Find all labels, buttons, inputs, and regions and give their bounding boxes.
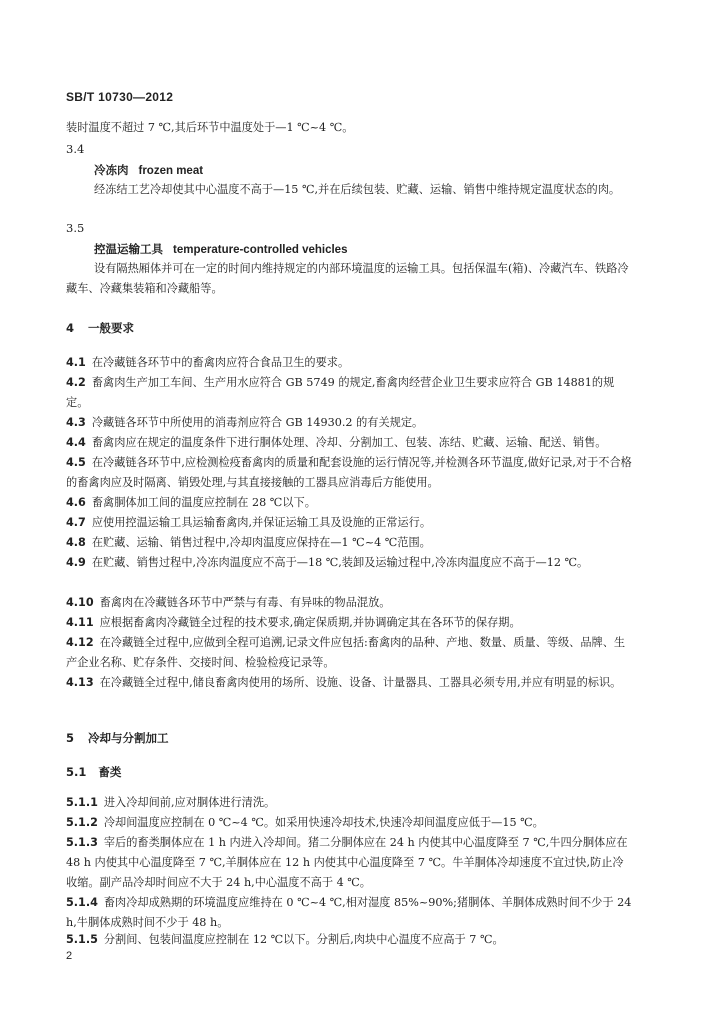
clause-text: 宰后的畜类胴体应在 1 h 内进入冷却间。猪二分胴体应在 24 h 内使其中心温度降至 7 ℃,牛四分胴体应在 48 h 内使其中心温度降至 7 ℃,羊胴体应在 12 h 内使其中心温度降至 7 ℃。牛羊胴体冷却速度不宜过快,防止冷收缩。副产品冷却时间应不大于 24 h,中心温度不高于 4 ℃。 <box>66 836 628 889</box>
clause-4-11 <box>66 613 632 633</box>
clause-text: 在冷藏链全过程中,储良畜禽肉使用的场所、设施、设备、计量器具、工器具必须专用,并应有明显的标识。 <box>99 676 622 689</box>
section-5-heading <box>66 730 169 746</box>
clause-number: 5.1.1 <box>66 796 98 809</box>
clause-text: 进入冷却间前,应对胴体进行清洗。 <box>103 796 276 809</box>
clause-number: 4.8 <box>66 536 86 549</box>
clause-number: 5.1.5 <box>66 933 98 946</box>
clause-number: 4.3 <box>66 416 86 429</box>
clause-text: 在冷藏链各环节中的畜禽肉应符合食品卫生的要求。 <box>91 356 350 369</box>
clause-4-8 <box>66 533 632 553</box>
clause-text: 在贮藏、销售过程中,冷冻肉温度应不高于—18 ℃,装卸及运输过程中,冷冻肉温度应不高于—12 ℃。 <box>91 556 589 569</box>
clause-text: 分割间、包装间温度应控制在 12 ℃以下。分割后,肉块中心温度不应高于 7 ℃。 <box>103 933 504 946</box>
clause-text: 畜禽胴体加工间的温度应控制在 28 ℃以下。 <box>91 496 316 509</box>
section-4-heading <box>66 320 134 336</box>
clause-5-1-1 <box>66 793 632 813</box>
clause-text: 畜禽肉生产加工车间、生产用水应符合 GB 5749 的规定,畜禽肉经营企业卫生要求应符合 GB 14881的规定。 <box>66 376 615 409</box>
term-en: temperature-controlled vehicles <box>173 244 348 256</box>
subsection-number: 5.1 <box>66 765 87 779</box>
clause-4-6 <box>66 493 632 513</box>
clause-number: 4.6 <box>66 496 86 509</box>
subsection-5-1-heading <box>66 764 121 780</box>
clause-number: 5.1.3 <box>66 836 98 849</box>
clause-5-1-3 <box>66 833 632 893</box>
clause-3-5-definition: 设有隔热厢体并可在一定的时间内维持规定的内部环境温度的运输工具。包括保温车(箱)、冷藏汽车、铁路冷藏车、冷藏集装箱和冷藏船等。 <box>66 262 629 295</box>
clause-number: 4.10 <box>66 596 94 609</box>
clause-number: 4.5 <box>66 456 86 469</box>
section-number: 5 <box>66 731 75 745</box>
section-number: 4 <box>66 321 75 335</box>
term-en: frozen meat <box>138 165 204 177</box>
document-id: SB/T 10730—2012 <box>66 90 174 104</box>
clause-3-4-term <box>94 162 203 178</box>
clause-4-12 <box>66 633 632 673</box>
clause-5-1-2 <box>66 813 632 833</box>
clause-4-4 <box>66 433 632 453</box>
clause-number: 4.9 <box>66 556 86 569</box>
clause-4-5 <box>66 453 632 493</box>
clause-4-1 <box>66 353 632 373</box>
clause-text: 畜禽肉应在规定的温度条件下进行胴体处理、冷却、分割加工、包装、冻结、贮藏、运输、配送、销售。 <box>91 436 607 449</box>
clause-3-5-number: 3.5 <box>66 221 85 235</box>
clause-5-1-4 <box>66 893 632 933</box>
clause-text: 在冷藏链各环节中,应检测检疫畜禽肉的质量和配套设施的运行情况等,并检测各环节温度,做好记录,对于不合格的畜禽肉应及时隔离、销毁处理,与其直接接触的工器具应消毒后方能使用。 <box>66 456 632 489</box>
section-title: 冷却与分割加工 <box>88 731 169 745</box>
clause-number: 4.4 <box>66 436 86 449</box>
clause-4-13 <box>66 673 632 693</box>
clause-text: 在贮藏、运输、销售过程中,冷却肉温度应保持在—1 ℃~4 ℃范围。 <box>91 536 431 549</box>
clause-number: 4.2 <box>66 376 86 389</box>
clause-4-9 <box>66 553 632 573</box>
clause-number: 5.1.2 <box>66 816 98 829</box>
section-title: 一般要求 <box>88 321 135 335</box>
clause-text: 冷却间温度应控制在 0 ℃~4 ℃。如采用快速冷却技术,快速冷却间温度应低于—15 ℃。 <box>103 816 544 829</box>
clause-number: 4.1 <box>66 356 86 369</box>
clause-number: 4.12 <box>66 636 94 649</box>
clause-5-1-5 <box>66 930 632 950</box>
clause-3-4-definition: 经冻结工艺冷却使其中心温度不高于—15 ℃,并在后续包装、贮藏、运输、销售中维持规定温度状态的肉。 <box>94 183 621 196</box>
clause-4-3 <box>66 413 632 433</box>
term-zh: 控温运输工具 <box>94 242 163 256</box>
paragraph-continued: 装时温度不超过 7 ℃,其后环节中温度处于—1 ℃~4 ℃。 <box>66 121 354 134</box>
clause-text: 畜肉冷却成熟期的环境温度应维持在 0 ℃~4 ℃,相对湿度 85%~90%;猪胴体、羊胴体成熟时间不少于 24 h,牛胴体成熟时间不少于 48 h。 <box>66 896 632 929</box>
page-number: 2 <box>66 950 73 962</box>
clause-text: 在冷藏链全过程中,应做到全程可追溯,记录文件应包括:畜禽肉的品种、产地、数量、质量、等级、品牌、生产企业名称、贮存条件、交接时间、检验检疫记录等。 <box>66 636 626 669</box>
clause-4-10 <box>66 593 632 613</box>
clause-text: 应使用控温运输工具运输畜禽肉,并保证运输工具及设施的正常运行。 <box>91 516 432 529</box>
term-zh: 冷冻肉 <box>94 163 129 177</box>
clause-number: 4.13 <box>66 676 94 689</box>
clause-4-2 <box>66 373 632 413</box>
clause-text: 畜禽肉在冷藏链各环节中严禁与有毒、有异味的物品混放。 <box>99 596 391 609</box>
clause-3-5-term <box>94 241 347 257</box>
subsection-title: 畜类 <box>98 765 122 779</box>
clause-3-4-number: 3.4 <box>66 142 85 156</box>
clause-text: 应根据畜禽肉冷藏链全过程的技术要求,确定保质期,并协调确定其在各环节的保存期。 <box>99 616 521 629</box>
clause-number: 4.11 <box>66 616 94 629</box>
clause-number: 5.1.4 <box>66 896 98 909</box>
clause-number: 4.7 <box>66 516 86 529</box>
clause-text: 冷藏链各环节中所使用的消毒剂应符合 GB 14930.2 的有关规定。 <box>91 416 424 429</box>
clause-4-7 <box>66 513 632 533</box>
